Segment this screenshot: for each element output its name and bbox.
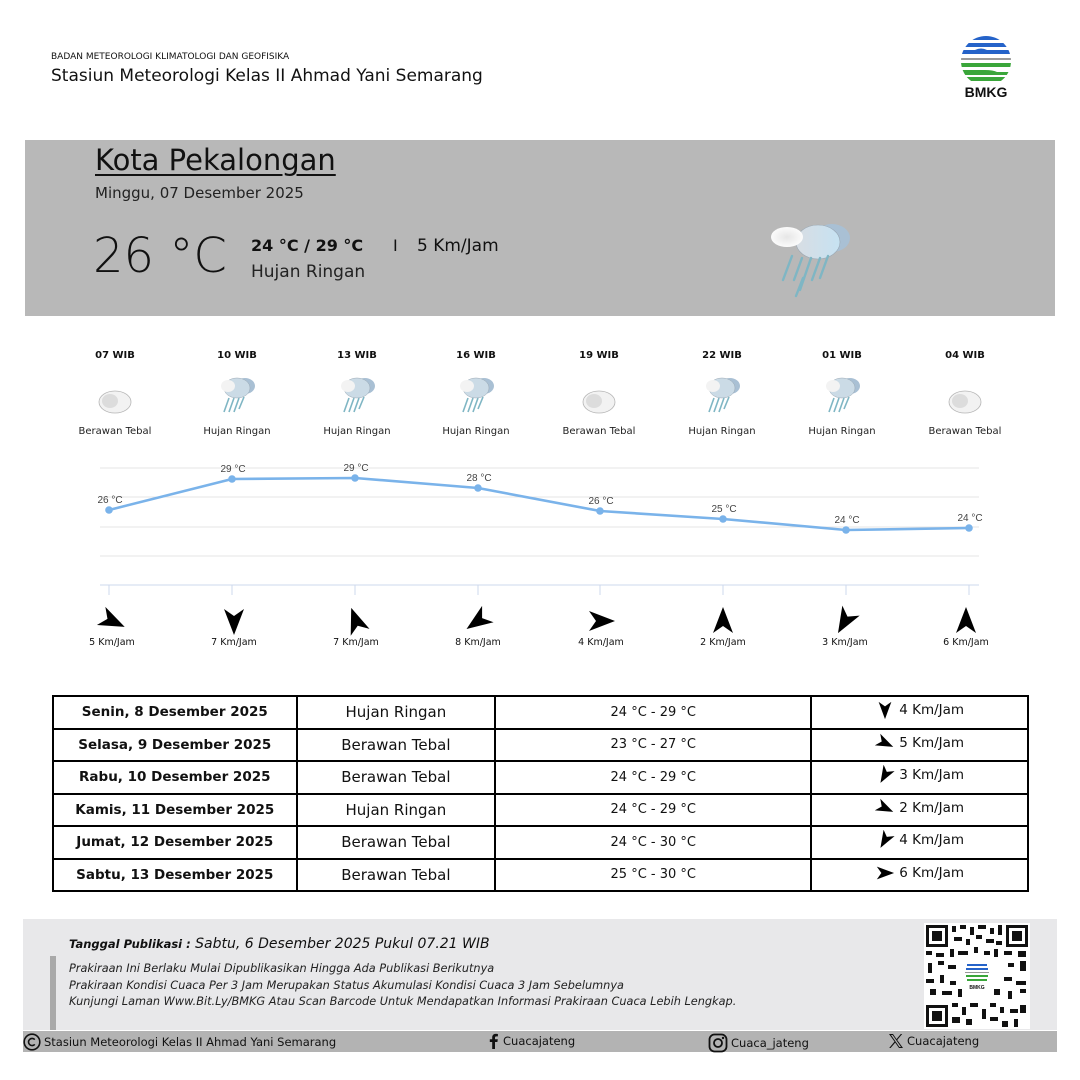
hourly-item (782, 350, 902, 437)
point-label: 29 °C (220, 464, 246, 475)
current-weather-panel (25, 140, 1055, 316)
wind-speed: 5 Km/Jam (89, 637, 135, 648)
hour-label: 16 WIB (456, 350, 496, 361)
wind-speed: 4 Km/Jam (578, 637, 624, 648)
chart-point[interactable] (965, 524, 973, 532)
wind-direction-icon (875, 733, 895, 753)
note-line: Kunjungi Laman Www.Bit.Ly/BMKG Atau Scan Barcode Untuk Mendapatkan Informasi Prakiraan Cuaca Lebih Lengkap. (69, 995, 737, 1008)
facebook-icon (488, 1033, 500, 1049)
copyright (23, 1033, 336, 1051)
copyright-text: Stasiun Meteorologi Kelas II Ahmad Yani Semarang (44, 1035, 337, 1049)
wind-direction-icon (95, 605, 129, 637)
facebook-handle: Cuacajateng (503, 1034, 576, 1048)
hour-label: 01 WIB (822, 350, 862, 361)
wind-cell (811, 729, 1028, 762)
hour-condition: Hujan Ringan (808, 426, 876, 437)
chart-point[interactable] (474, 484, 482, 492)
wind-cell (811, 794, 1028, 827)
hour-label: 04 WIB (945, 350, 985, 361)
daily-forecast-table (52, 695, 1029, 892)
temperature-cell: 24 °C - 29 °C (495, 761, 811, 794)
qr-code-icon (924, 923, 1030, 1029)
light-rain-icon (702, 374, 742, 418)
current-wind-speed: 5 Km/Jam (417, 236, 499, 256)
wind-direction-icon (875, 798, 895, 818)
city-name: Kota Pekalongan (95, 143, 336, 177)
wind-direction-icon (828, 605, 862, 637)
svg-text:BMKG: BMKG (969, 985, 985, 991)
day-cell: Sabtu, 13 Desember 2025 (53, 859, 297, 892)
current-condition: Hujan Ringan (251, 262, 366, 282)
chart-point[interactable] (228, 475, 236, 483)
day-cell: Senin, 8 Desember 2025 (53, 696, 297, 729)
light-rain-icon (822, 374, 862, 418)
hour-label: 13 WIB (337, 350, 377, 361)
table-row (53, 696, 1028, 729)
wind-speed: 4 Km/Jam (899, 832, 965, 849)
wind-item (67, 605, 157, 648)
instagram-handle: Cuaca_jateng (731, 1036, 809, 1050)
wind-speed: 6 Km/Jam (899, 864, 965, 881)
wind-item (311, 605, 401, 648)
point-label: 26 °C (588, 496, 614, 507)
wind-item (921, 605, 1011, 648)
temperature-cell: 24 °C - 29 °C (495, 794, 811, 827)
temperature-cell: 24 °C - 29 °C (495, 696, 811, 729)
temperature-cell: 24 °C - 30 °C (495, 826, 811, 859)
bmkg-logo-icon (955, 34, 1017, 84)
hourly-item (416, 350, 536, 437)
publication-label: Tanggal Publikasi : (69, 937, 191, 951)
temperature-cell: 25 °C - 30 °C (495, 859, 811, 892)
condition-cell: Berawan Tebal (297, 729, 496, 762)
chart-point[interactable] (719, 515, 727, 523)
wind-speed: 6 Km/Jam (943, 637, 989, 648)
wind-cell (811, 696, 1028, 729)
wind-speed: 2 Km/Jam (700, 637, 746, 648)
wind-direction-icon (875, 863, 895, 883)
day-cell: Jumat, 12 Desember 2025 (53, 826, 297, 859)
wind-item (189, 605, 279, 648)
hourly-item (905, 350, 1025, 437)
hour-condition: Berawan Tebal (562, 426, 636, 437)
wind-cell (811, 859, 1028, 892)
hour-condition: Hujan Ringan (688, 426, 756, 437)
copyright-icon (23, 1033, 41, 1051)
station-name: Stasiun Meteorologi Kelas II Ahmad Yani Semarang (51, 66, 483, 86)
overcast-icon (95, 374, 135, 418)
wind-speed: 4 Km/Jam (899, 702, 965, 719)
separator: I (393, 236, 398, 255)
chart-point[interactable] (105, 506, 113, 514)
instagram-link[interactable] (708, 1033, 809, 1053)
wind-item (678, 605, 768, 648)
wind-speed: 7 Km/Jam (333, 637, 379, 648)
condition-cell: Hujan Ringan (297, 696, 496, 729)
condition-cell: Berawan Tebal (297, 859, 496, 892)
wind-direction-icon (461, 605, 495, 637)
hour-condition: Hujan Ringan (442, 426, 510, 437)
hourly-item (539, 350, 659, 437)
note-line: Prakiraan Kondisi Cuaca Per 3 Jam Merupakan Status Akumulasi Kondisi Cuaca 3 Jam Sebelumnya (69, 978, 624, 992)
wind-direction-icon (217, 605, 251, 637)
publication-date (69, 936, 490, 952)
temperature-chart (0, 455, 1080, 595)
hourly-item (662, 350, 782, 437)
hour-label: 19 WIB (579, 350, 619, 361)
wind-direction-icon (339, 605, 373, 637)
condition-cell: Berawan Tebal (297, 761, 496, 794)
point-label: 24 °C (957, 513, 983, 524)
current-date: Minggu, 07 Desember 2025 (95, 184, 304, 202)
light-rain-icon (770, 220, 855, 300)
wind-direction-icon (584, 605, 618, 637)
condition-cell: Hujan Ringan (297, 794, 496, 827)
hour-label: 10 WIB (217, 350, 257, 361)
point-label: 25 °C (711, 504, 737, 515)
day-cell: Kamis, 11 Desember 2025 (53, 794, 297, 827)
publication-notes (69, 961, 736, 1011)
wind-cell (811, 761, 1028, 794)
min-max-temperature: 24 °C / 29 °C (251, 236, 364, 255)
wind-speed: 5 Km/Jam (899, 734, 965, 751)
wind-speed: 8 Km/Jam (455, 637, 501, 648)
hourly-item (297, 350, 417, 437)
wind-cell (811, 826, 1028, 859)
accent-bar (50, 956, 56, 1030)
light-rain-icon (337, 374, 377, 418)
publication-value: Sabtu, 6 Desember 2025 Pukul 07.21 WIB (195, 936, 490, 952)
table-row (53, 729, 1028, 762)
point-label: 29 °C (343, 463, 369, 474)
overcast-icon (579, 374, 619, 418)
hour-condition: Berawan Tebal (78, 426, 152, 437)
chart-point[interactable] (351, 474, 359, 482)
wind-speed: 3 Km/Jam (822, 637, 868, 648)
chart-point[interactable] (596, 507, 604, 515)
table-row (53, 761, 1028, 794)
bmkg-logo (955, 34, 1017, 102)
wind-item (433, 605, 523, 648)
table-row (53, 859, 1028, 892)
instagram-icon (708, 1033, 728, 1053)
x-handle: Cuacajateng (907, 1034, 980, 1048)
overcast-icon (945, 374, 985, 418)
light-rain-icon (217, 374, 257, 418)
wind-item (556, 605, 646, 648)
note-line: Prakiraan Ini Berlaku Mulai Dipublikasikan Hingga Ada Publikasi Berikutnya (69, 962, 495, 975)
current-temperature: 26 °C (93, 228, 227, 284)
x-icon (888, 1033, 904, 1049)
wind-speed: 3 Km/Jam (899, 767, 965, 784)
hour-condition: Berawan Tebal (928, 426, 1002, 437)
condition-cell: Berawan Tebal (297, 826, 496, 859)
point-label: 28 °C (466, 473, 492, 484)
hour-label: 07 WIB (95, 350, 135, 361)
point-label: 24 °C (834, 515, 860, 526)
temperature-cell: 23 °C - 27 °C (495, 729, 811, 762)
hour-condition: Hujan Ringan (323, 426, 391, 437)
wind-direction-icon (875, 700, 895, 720)
hour-label: 22 WIB (702, 350, 742, 361)
facebook-link[interactable] (488, 1033, 575, 1049)
table-row (53, 794, 1028, 827)
chart-point[interactable] (842, 526, 850, 534)
publication-panel (23, 919, 1057, 1030)
wind-speed: 7 Km/Jam (211, 637, 257, 648)
hourly-wind (0, 605, 1080, 655)
wind-direction-icon (875, 830, 895, 850)
wind-direction-icon (706, 605, 740, 637)
x-link[interactable] (888, 1033, 979, 1049)
chart-x-axis (100, 585, 979, 595)
wind-direction-icon (875, 765, 895, 785)
wind-item (800, 605, 890, 648)
hour-condition: Hujan Ringan (203, 426, 271, 437)
hourly-item (55, 350, 175, 437)
footer-bar (23, 1031, 1057, 1052)
day-cell: Selasa, 9 Desember 2025 (53, 729, 297, 762)
logo-text: BMKG (964, 84, 1008, 100)
light-rain-icon (456, 374, 496, 418)
table-row (53, 826, 1028, 859)
day-cell: Rabu, 10 Desember 2025 (53, 761, 297, 794)
wind-speed: 2 Km/Jam (899, 799, 965, 816)
hourly-item (177, 350, 297, 437)
qr-code[interactable] (924, 923, 1030, 1029)
wind-direction-icon (949, 605, 983, 637)
org-name: BADAN METEOROLOGI KLIMATOLOGI DAN GEOFISIKA (51, 52, 290, 62)
point-label: 26 °C (97, 495, 123, 506)
